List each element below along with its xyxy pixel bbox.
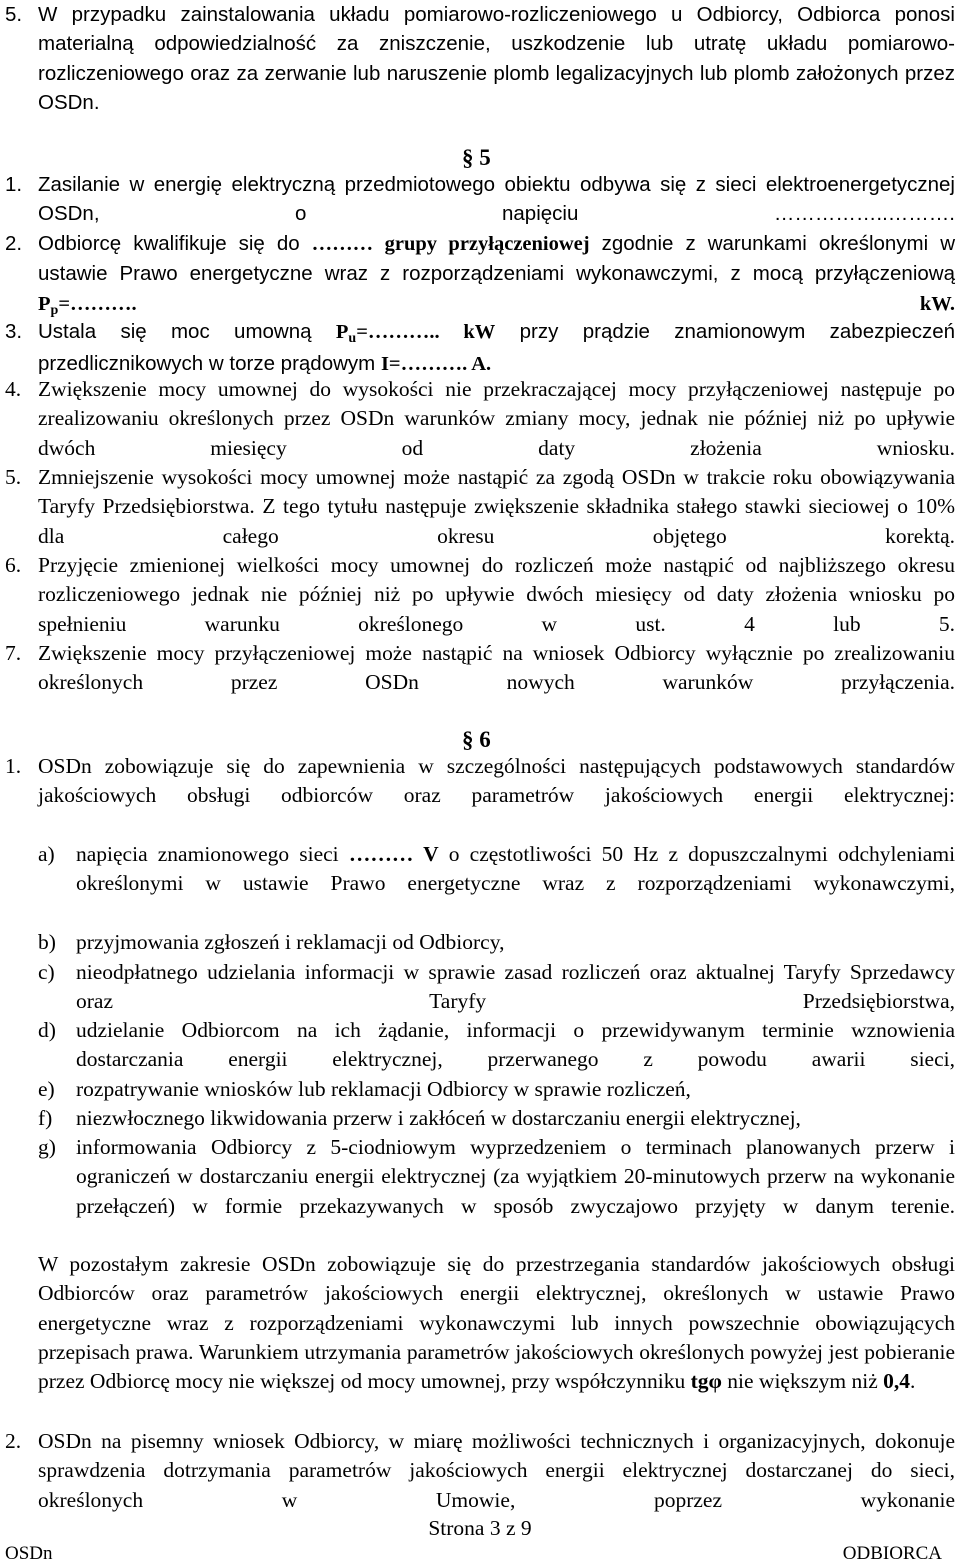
list-text [76,840,955,899]
paragraph-6-1 [5,752,955,811]
item-number: 6. [5,553,22,577]
item-text: W przypadku zainstalowania układu pomiarowo-rozliczeniowego u Odbiorcy, Odbiorca ponosi materialną odpowiedzialność za zniszczenie, uszkodzenie lub utratę układu pomiarowo-rozliczeniowego oraz za zerwanie lub naruszenie plomb legalizacyjnych lub plomb założonych przez OSDn. [38,3,955,114]
connection-group-field: ……… grupy przyłączeniowej [311,233,590,255]
paragraph-6-2 [5,1427,955,1515]
text-run: Z tego tytułu następuje zwiększenie składnika stałego stawki sieciowej o 10% dla całego okresu objętego korektą. [38,494,956,548]
item-text [38,639,955,698]
list-text: niezwłocznego likwidowania przerw i zakłóceń w dostarczaniu energii elektrycznej, [76,1106,801,1130]
list-label: e) [38,1077,55,1101]
list-label: a) [38,842,55,866]
symbol-p: P [335,321,349,343]
list-label: f) [38,1106,53,1130]
text-run: Odbiorcę kwalifikuje się do [38,232,300,255]
list-text: nieodpłatnego udzielania informacji w sprawie zasad rozliczeń oraz aktualnej Taryfy Sprzedawcy oraz Taryfy Przedsiębiorstwa, [76,960,955,1014]
paragraph-5-7 [5,639,955,698]
item-number: 2. [5,232,23,255]
item-number: 5. [5,3,23,26]
list-item-g [38,1133,955,1221]
voltage-field: ……… V [348,842,439,866]
item-text [38,1427,955,1515]
item-text [38,317,955,380]
text-run: Zmniejszenie wysokości mocy umownej może nastąpić za zgodą OSDn w trakcie roku obowiązywania Taryfy Przedsiębiorstwa. [38,465,955,519]
list-item-a [38,840,955,899]
item-number: 1. [5,173,23,196]
section-heading-5: § 5 [462,145,491,170]
footer-left-party: OSDn [5,1543,53,1564]
item-text [38,463,955,551]
list-label: c) [38,960,55,984]
list-label: d) [38,1018,56,1042]
subscript-u: u [348,331,357,346]
subscript-p: p [50,302,59,318]
item-number: 4. [5,377,22,401]
tg-phi-symbol: tgφ [690,1369,722,1394]
text-run: OSDn zobowiązuje się do zapewnienia w szczególności następujących podstawowych standardów jakościowych obsługi odbiorców oraz parametrów jakościowych energii elektrycznej: [38,754,955,808]
text-run: . [910,1369,916,1394]
text-run: napięcia znamionowego sieci [76,842,339,866]
page-footer [0,1514,960,1564]
paragraph-5-2 [5,229,955,321]
text-run: o częstotliwości 50 Hz z dopuszczalnymi odchyleniami określonymi w ustawie Prawo energetyczne wraz z rozporządzeniami wykonawczymi, [76,842,956,896]
text-run: W pozostałym zakresie OSDn zobowiązuje się do przestrzegania standardów jakościowych obsługi Odbiorców oraz parametrów jakościowych energii elektrycznej, określonych w ustawie Prawo energetyczne wraz z rozporządzeniami wykonawczymi lub innych powszechnie obowiązujących przepisach prawa. Warunkiem utrzymania parametrów jakościowych określonych powyżej jest pobieranie przez Odbiorcę mocy nie większej od mocy umownej, przy współczynniku [38,1252,955,1394]
paragraph-5-1 [5,170,955,229]
item-number: 2. [5,1429,22,1453]
page-number: Strona 3 z 9 [428,1516,532,1540]
paragraph-5-3 [5,317,955,380]
text-run: Zwiększenie mocy umownej do wysokości nie przekraczającej mocy przyłączeniowej następuje po zrealizowaniu określonych przez OSDn warunków zmiany mocy, jednak nie później niż po upływie dwóch miesięcy od daty złożenia wniosku. [38,377,955,460]
contract-power-field: =……….. kW [356,321,496,343]
list-item-e [38,1075,955,1104]
item-number: 3. [5,320,23,343]
list-item-d [38,1016,955,1075]
item-text-main: Zasilanie w energię elektryczną przedmiotowego obiektu odbywa się z sieci elektroenergetycznej OSDn, o napięciu ……………..………. [38,173,955,226]
item-number: 7. [5,641,22,665]
item-number: 1. [5,754,22,778]
paragraph-5-6 [5,551,955,639]
text-run: przy prądzie znamionowym zabezpieczeń przedlicznikowych w torze prądowym [38,320,955,376]
tg-phi-value: 0,4 [883,1369,910,1394]
list-item-b [38,928,955,957]
connection-power-field: =………. kW. [58,292,955,315]
list-label: b) [38,930,56,954]
section-heading-6: § 6 [462,727,491,752]
current-field: I=………. A. [380,353,492,376]
paragraph-6-remaining [38,1250,955,1396]
item-text [38,375,955,463]
text-run: nie większym niż [727,1369,878,1394]
footer-right-party: ODBIORCA [842,1543,942,1564]
paragraph-5-5 [5,463,955,551]
item-text [38,170,955,229]
text-run: OSDn na pisemny wniosek Odbiorcy, w miarę możliwości technicznych i organizacyjnych, dokonuje sprawdzenia dotrzymania parametrów jakościowych energii elektrycznej dostarczanej do sieci, określonych w Umowie, poprzez wykonanie [38,1429,955,1512]
item-text [38,752,955,811]
text-run: zgodnie z warunkami określonymi w ustawie Prawo energetyczne wraz z rozporządzeniami wykonawczymi, z mocą przyłączeniową [38,232,955,286]
paragraph-4-5 [5,0,955,117]
item-text [38,229,955,321]
text-run: Przyjęcie zmienionej wielkości mocy umownej do rozliczeń może nastąpić od najbliższego okresu rozliczeniowego jednak nie później niż po upływie dwóch miesięcy od daty złożenia wniosku po spełnieniu warunku określonego w ust. 4 lub 5. [38,553,955,636]
item-number: 5. [5,465,22,489]
list-item-c [38,958,955,1017]
item-text [38,551,955,639]
symbol-p: P [38,292,51,315]
list-label: g) [38,1135,56,1159]
text-run: Ustala się moc umowną [38,320,312,343]
list-text: rozpatrywanie wniosków lub reklamacji Odbiorcy w sprawie rozliczeń, [76,1077,691,1101]
list-text: przyjmowania zgłoszeń i reklamacji od Odbiorcy, [76,930,505,954]
text-run: Zwiększenie mocy przyłączeniowej może nastąpić na wniosek Odbiorcy wyłącznie po zrealizowaniu określonych przez OSDn nowych warunków przyłączenia. [38,641,955,695]
list-text: informowania Odbiorcy z 5-ciodniowym wyprzedzeniem o terminach planowanych przerw i ograniczeń w dostarczaniu energii elektrycznej (za wyjątkiem 20-minutowych przerw na wykonanie przełączeń) w formie przekazywanych w sposób zwyczajowo przyjęty w danym terenie. [76,1135,955,1218]
list-text: udzielanie Odbiorcom na ich żądanie, informacji o przewidywanym terminie wznowienia dostarczania energii elektrycznej, przerwanego z powodu awarii sieci, [76,1018,955,1072]
paragraph-5-4 [5,375,955,463]
list-item-f [38,1104,955,1133]
